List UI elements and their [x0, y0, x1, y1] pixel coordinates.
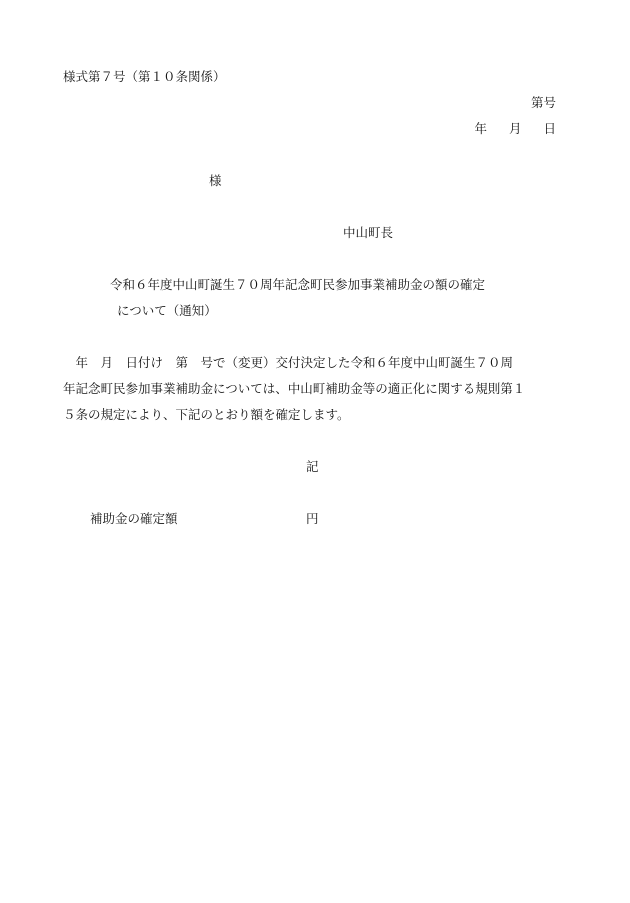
- date-year: 年: [474, 121, 487, 136]
- sender: 中山町長: [343, 225, 394, 240]
- date-line: [474, 121, 556, 137]
- addressee: 様: [209, 173, 222, 188]
- date-day: 日: [543, 121, 556, 136]
- form-number: 様式第７号（第１０条関係）: [63, 69, 226, 84]
- ki-heading: 記: [306, 459, 319, 474]
- body-text-line-1: 年 月 日付け 第 号で（変更）交付決定した令和６年度中山町誕生７０周: [63, 355, 514, 370]
- body-text-line-2: 年記念町民参加事業補助金については、中山町補助金等の適正化に関する規則第１: [63, 381, 526, 396]
- document-title-line-1: 令和６年度中山町誕生７０周年記念町民参加事業補助金の額の確定: [110, 277, 486, 292]
- date-month: 月: [508, 121, 522, 136]
- confirmed-amount-unit: 円: [306, 511, 319, 526]
- document-number: 第号: [530, 95, 556, 110]
- body-text-line-3: ５条の規定により、下記のとおり額を確定します。: [63, 407, 350, 422]
- confirmed-amount-label: 補助金の確定額: [90, 511, 178, 526]
- document-title-line-2: について（通知）: [117, 303, 217, 318]
